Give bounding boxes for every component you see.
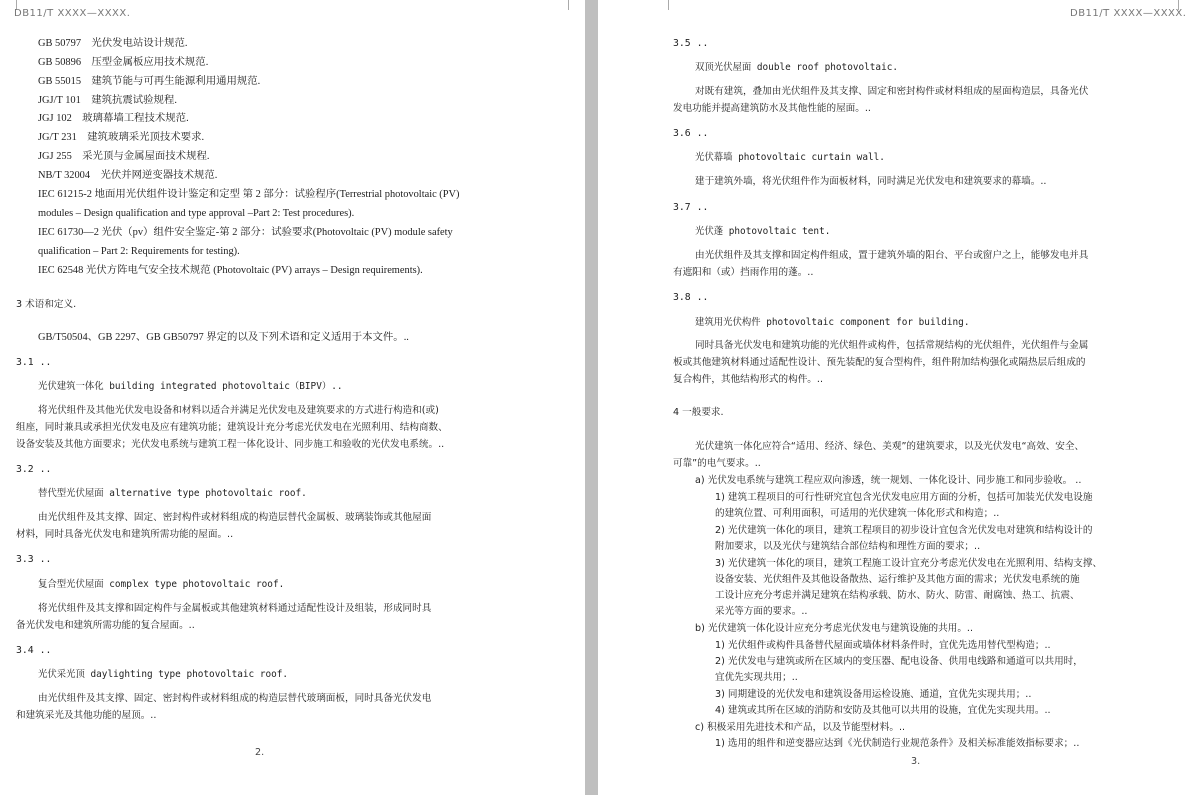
iec-ref-line: modules – Design qualification and type approval –Part 2: Test procedures). [38,208,355,219]
definition-line: 对既有建筑，叠加由光伏组件及其支撑、固定和密封构件或材料组成的屋面构造层，具备光伏 [695,86,1089,97]
term-title: 光伏幕墙 photovoltaic curtain wall. [695,152,885,163]
sub-list-item: 2) 光伏发电与建筑或所在区域内的变压器、配电设备、供用电线路和通道可以共用时， [715,656,1083,667]
standard-ref: GB 50896 压型金属板应用技术规范. [38,57,209,68]
section-heading: 4 一般要求. [673,407,724,418]
page-gap [585,0,598,795]
term-title: 建筑用光伏构件 photovoltaic component for building. [695,317,970,328]
paragraph-line: 可靠”的电气要求。.. [673,458,761,469]
term-title: 光伏采光顶 daylighting type photovoltaic roof. [38,669,289,680]
standard-ref: JG/T 231 建筑玻璃采光顶技术要求. [38,132,205,143]
standard-ref: GB 50797 光伏发电站设计规范. [38,38,188,49]
definition-line: 组座，同时兼具或承担光伏发电及应有建筑功能；建筑设计充分考虑光伏发电在光照利用、结构商数、 [16,422,448,433]
standard-ref: JGJ 255 采光顶与金属屋面技术规程. [38,151,210,162]
definition-line: 将光伏组件及其他光伏发电设备和材料以适合并满足光伏发电及建筑要求的方式进行构造和(或) [38,405,439,416]
standard-ref: GB 55015 建筑节能与可再生能源利用通用规范. [38,76,261,87]
sub-list-item: 宜优先实现共用；.. [715,672,798,683]
iec-ref-line: IEC 61215-2 地面用光伏组件设计鉴定和定型 第 2 部分：试验程序(Terrestrial photovoltaic (PV) [38,189,460,200]
crop-mark [568,0,579,10]
iec-ref-line: qualification – Part 2: Requirements for testing). [38,246,240,257]
term-title: 光伏建筑一体化 building integrated photovoltaic（BIPV）.. [38,381,343,392]
crop-mark [658,0,669,10]
iec-ref-line: IEC 61730—2 光伏（pv）组件安全鉴定-第 2 部分：试验要求(Photovoltaic (PV) module safety [38,227,453,238]
definition-line: 发电功能并提高建筑防水及其他性能的屋面。.. [673,103,871,114]
term-title: 替代型光伏屋面 alternative type photovoltaic roof. [38,488,307,499]
document-page-right [598,0,1189,795]
term-number: 3.4 .. [16,645,52,656]
term-number: 3.7 .. [673,202,709,213]
standard-ref: NB/T 32004 光伏并网逆变器技术规范. [38,170,218,181]
paragraph-line: 光伏建筑一体化应符合“适用、经济、绿色、美观”的建筑要求，以及光伏发电“高效、安全、 [695,441,1085,452]
header-doc-code: DB11/T XXXX—XXXX. [1070,8,1187,19]
definition-line: 建于建筑外墙，将光伏组件作为面板材料，同时满足光伏发电和建筑要求的幕墙。.. [695,176,1047,187]
term-title: 双顶光伏屋面 double roof photovoltaic. [695,62,899,73]
standard-ref: JGJ/T 101 建筑抗震试验规程. [38,95,177,106]
sub-list-item: 2) 光伏建筑一体化的项目，建筑工程项目的初步设计宜包含光伏发电对建筑和结构设计的 [715,525,1093,536]
sub-list-item: 附加要求，以及光伏与建筑结合部位结构和理性方面的要求；.. [715,541,981,552]
iec-ref-line: IEC 62548 光伏方阵电气安全技术规范 (Photovoltaic (PV) arrays – Design requirements). [38,265,423,276]
term-title: 复合型光伏屋面 complex type photovoltaic roof. [38,579,285,590]
list-item: a) 光伏发电系统与建筑工程应双向渗透，统一规划、一体化设计、同步施工和同步验收。 .. [695,475,1082,486]
sub-list-item: 4) 建筑或其所在区域的消防和安防及其他可以共用的设施，宜优先实现共用。.. [715,705,1051,716]
sub-list-item: 3) 光伏建筑一体化的项目，建筑工程施工设计宜充分考虑光伏发电在光照利用、结构支撑、 [715,558,1103,569]
header-doc-code: DB11/T XXXX—XXXX. [14,8,131,19]
definition-line: 由光伏组件及其支撑、固定、密封构件或材料组成的构造层替代玻璃面板，同时具备光伏发电 [38,693,432,704]
standard-ref: JGJ 102 玻璃幕墙工程技术规范. [38,113,189,124]
page-number: 3. [911,756,921,767]
definition-line: 将光伏组件及其支撑和固定构件与金属板或其他建筑材料通过适配性设计及组装，形成同时具 [38,603,432,614]
definition-line: 备光伏发电和建筑所需功能的复合屋面。.. [16,620,195,631]
sub-list-item: 的建筑位置、可利用面积，可适用的光伏建筑一体化形式和构造；.. [715,508,1000,519]
sub-list-item: 3) 同期建设的光伏发电和建筑设备用运检设施、通道，宜优先实现共用；.. [715,689,1032,700]
sub-list-item: 1) 光伏组件或构件具备替代屋面或墙体材料条件时，宜优先选用替代型构造；.. [715,640,1051,651]
term-number: 3.6 .. [673,128,709,139]
definition-line: 由光伏组件及其支撑、固定、密封构件或材料组成的构造层替代金属板、玻璃装饰或其他屋面 [38,512,432,523]
term-number: 3.5 .. [673,38,709,49]
sub-list-item: 工设计应充分考虑并满足建筑在结构承载、防水、防火、防雷、耐腐蚀、热工、抗震、 [715,590,1080,601]
sub-list-item: 设备安装、光伏组件及其他设备散热、运行维护及其他方面的需求；光伏发电系统的施 [715,574,1080,585]
term-number: 3.2 .. [16,464,52,475]
page-number: 2. [255,747,265,758]
definition-line: 和建筑采光及其他功能的屋顶。.. [16,710,157,721]
sub-list-item: 1) 选用的组件和逆变器应达到《光伏制造行业规范条件》及相关标准能效指标要求；.. [715,738,1080,749]
term-number: 3.1 .. [16,357,52,368]
sub-list-item: 采光等方面的要求。.. [715,606,808,617]
sub-list-item: 1) 建筑工程项目的可行性研究宜包含光伏发电应用方面的分析，包括可加装光伏发电设施 [715,492,1093,503]
definition-line: 板或其他建筑材料通过适配性设计、预先装配的复合型构件，组件附加结构强化或隔热层后组成的 [673,357,1086,368]
term-title: 光伏蓬 photovoltaic tent. [695,226,831,237]
term-number: 3.3 .. [16,554,52,565]
list-item: b) 光伏建筑一体化设计应充分考虑光伏发电与建筑设施的共用。.. [695,623,974,634]
definition-line: 同时具备光伏发电和建筑功能的光伏组件或构件，包括常规结构的光伏组件，光伏组件与金属 [695,340,1089,351]
paragraph: GB/T50504、GB 2297、GB GB50797 界定的以及下列术语和定义适用于本文件。.. [38,332,409,343]
section-heading: 3 术语和定义. [16,299,77,310]
definition-line: 材料，同时具备光伏发电和建筑所需功能的屋面。.. [16,529,234,540]
document-page-left [0,0,585,795]
definition-line: 有遮阳和（或）挡雨作用的蓬。.. [673,267,814,278]
definition-line: 由光伏组件及其支撑和固定构件组成，置于建筑外墙的阳台、平台或窗户之上，能够发电并具 [695,250,1089,261]
term-number: 3.8 .. [673,292,709,303]
definition-line: 设备安装及其他方面要求；光伏发电系统与建筑工程一体化设计、同步施工和验收的光伏发电系统。.. [16,439,445,450]
list-item: c) 积极采用先进技术和产品，以及节能型材料。.. [695,722,906,733]
definition-line: 复合构件，其他结构形式的构件。.. [673,374,824,385]
